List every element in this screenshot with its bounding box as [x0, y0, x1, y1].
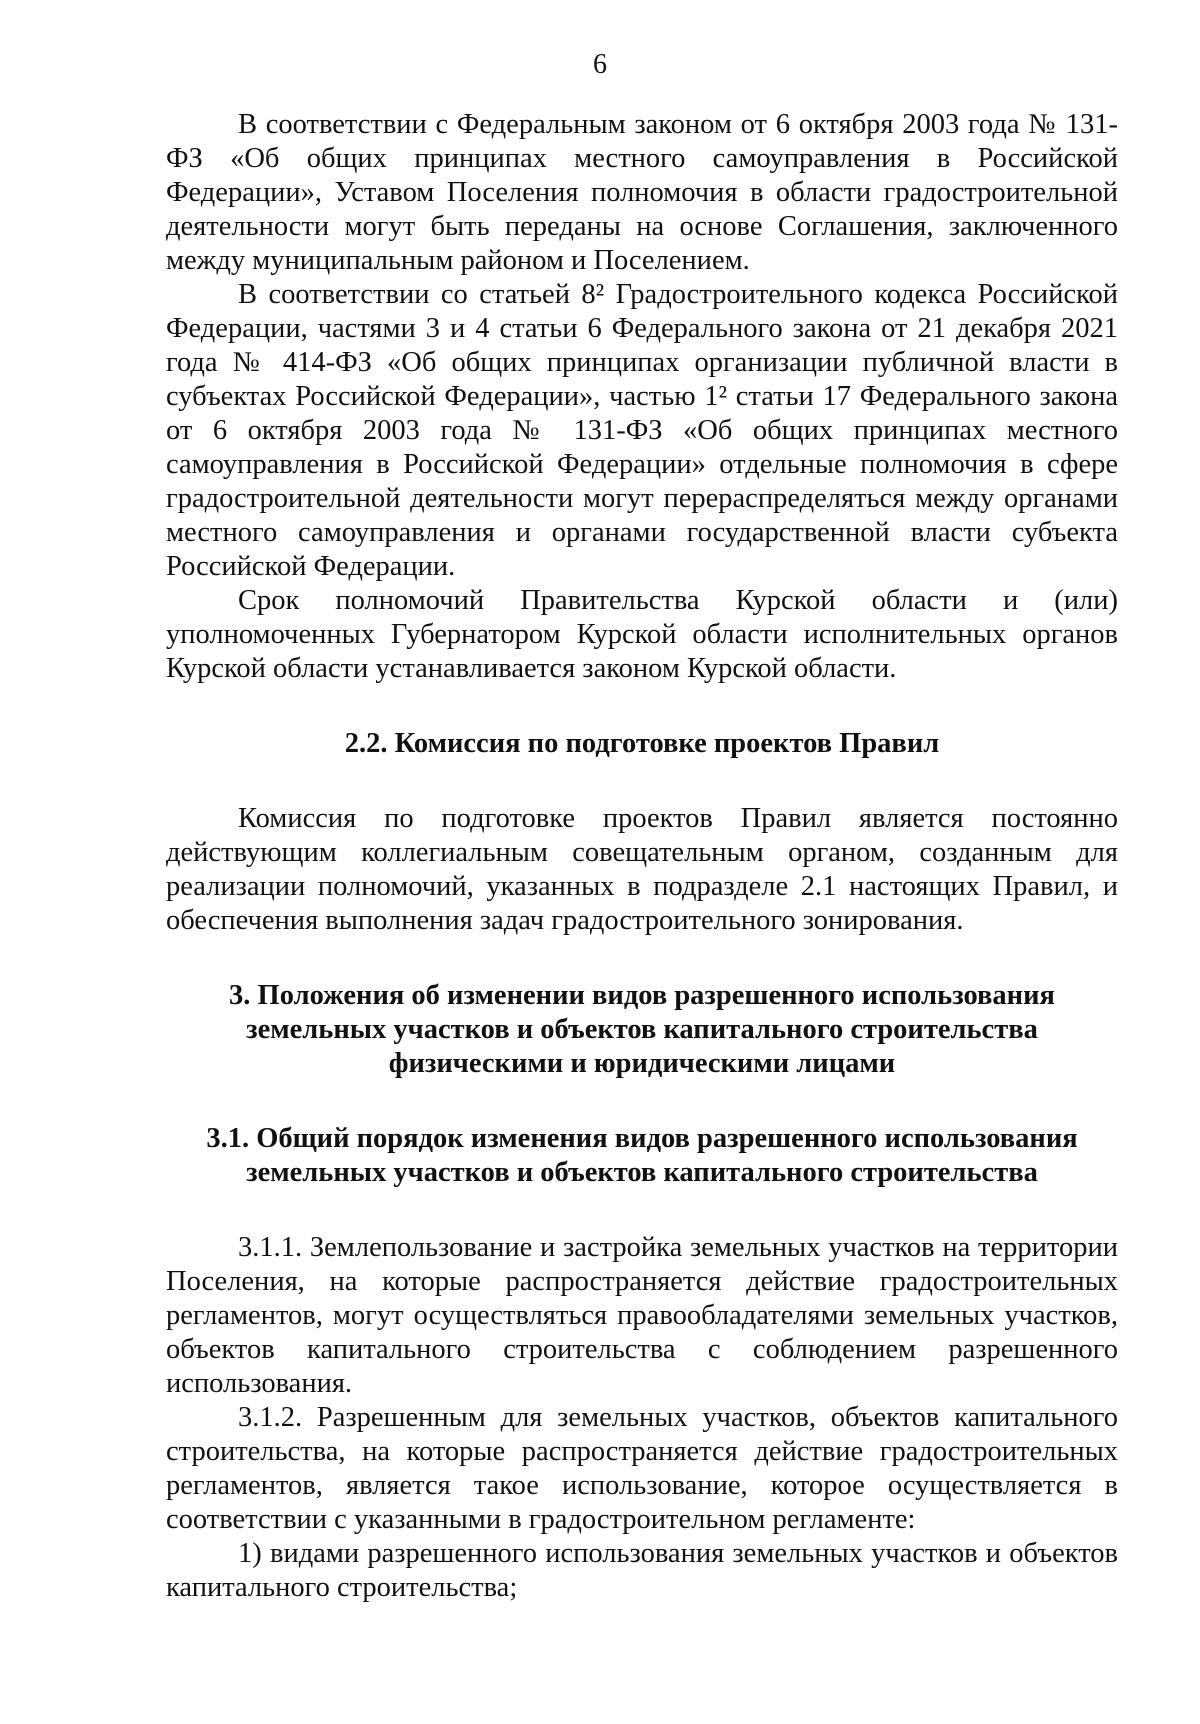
paragraph-3-1-1: 3.1.1. Землепользование и застройка земельных участков на территории Поселения, на которые распространяется действие градостроительных регламентов, могут осуществляться правообладателями земельных участков, объектов капитального строительства с соблюдением разрешенного использования. — [166, 1232, 1118, 1399]
paragraph-intro-3: Срок полномочий Правительства Курской области и (или) уполномоченных Губернатором Курской области исполнительных органов Курской области устанавливается законом Курской области. — [166, 585, 1118, 684]
paragraph-intro-1: В соответствии с Федеральным законом от 6 октября 2003 года № 131-ФЗ «Об общих принципах местного самоуправления в Российской Федерации», Уставом Поселения полномочия в области градостроительной деятельности могут быть переданы на основе Соглашения, заключенного между муниципальным районом и Поселением. — [166, 109, 1118, 276]
section-3-heading — [166, 979, 1118, 1081]
section-3-heading-line-1: 3. Положения об изменении видов разрешенного использования — [229, 980, 1055, 1011]
section-3-1-heading — [166, 1122, 1118, 1190]
paragraph-intro-2: В соответствии со статьей 8² Градостроительного кодекса Российской Федерации, частями 3 и 4 статьи 6 Федерального закона от 21 декабря 2021 года № 414-ФЗ «Об общих принципах организации публичной власти в субъектах Российской Федерации», частью 1² статьи 17 Федерального закона от 6 октября 2003 года № 131-ФЗ «Об общих принципах местного самоуправления в Российской Федерации» отдельные полномочия в сфере градостроительной деятельности могут перераспределяться между органами местного самоуправления и органами государственной власти субъекта Российской Федерации. — [166, 279, 1118, 582]
section-3-heading-line-2: земельных участков и объектов капитального строительства — [246, 1014, 1038, 1045]
paragraph-list-item-1: 1) видами разрешенного использования земельных участков и объектов капитального строительства; — [166, 1538, 1118, 1603]
document-body — [166, 108, 1118, 1605]
section-2-2-heading: 2.2. Комиссия по подготовке проектов Правил — [344, 728, 940, 759]
section-3-heading-line-3: физическими и юридическими лицами — [388, 1048, 896, 1079]
section-3-1-heading-line-1: 3.1. Общий порядок изменения видов разрешенного использования — [206, 1123, 1078, 1154]
page-number: 6 — [593, 49, 607, 80]
section-2-2-paragraph: Комиссия по подготовке проектов Правил является постоянно действующим коллегиальным совещательным органом, созданным для реализации полномочий, указанных в подразделе 2.1 настоящих Правил, и обеспечения выполнения задач градостроительного зонирования. — [166, 803, 1118, 936]
section-3-1-heading-line-2: земельных участков и объектов капитального строительства — [246, 1157, 1038, 1188]
paragraph-3-1-2: 3.1.2. Разрешенным для земельных участков, объектов капитального строительства, на которые распространяется действие градостроительных регламентов, является такое использование, которое осуществляется в соответствии с указанными в градостроительном регламенте: — [166, 1402, 1118, 1535]
